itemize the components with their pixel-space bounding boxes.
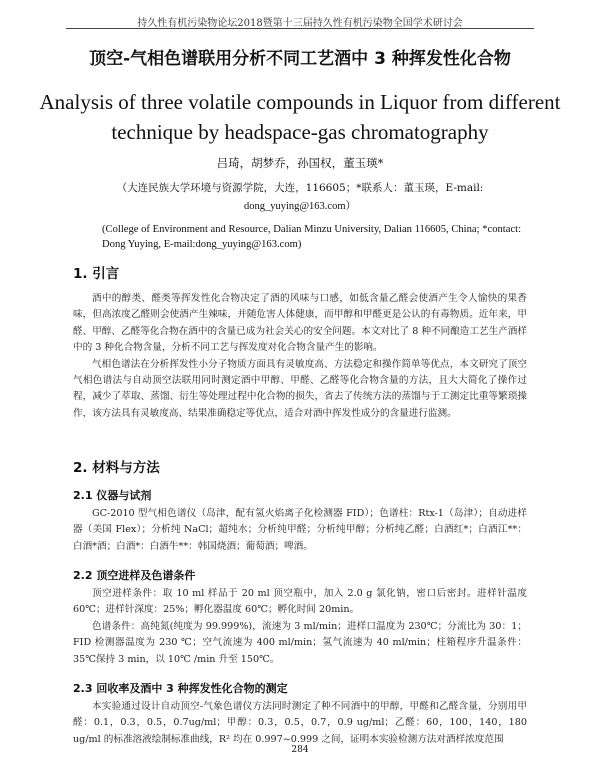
authors: 吕琦，胡梦乔，孙国权，董玉瑛* — [216, 156, 384, 170]
affiliation-chinese: （大连民族大学环境与资源学院，大连，116605；*联系人：董玉瑛，E-mail: — [116, 182, 484, 194]
affiliation-english: (College of Environment and Resource, Dalian Minzu University, Dalian 116605, China; *contact: Dong Yuying, E-mail:dong_yuying@163.com) — [102, 224, 522, 250]
running-header: 持久性有机污染物论坛2018暨第十三届持久性有机污染物全国学术研讨会 — [137, 18, 463, 29]
section-heading-materials-methods: 2. 材料与方法 — [73, 460, 160, 476]
headspace-conditions-body — [73, 586, 527, 668]
introduction-paragraph-2: 气相色谱法在分析挥发性小分子物质方面具有灵敏度高、方法稳定和操作简单等优点，本文研究了顶空气相色谱法与自动顶空法联用同时测定酒中甲醇、甲醛、乙醛等化合物含量的方法，且大大简化了操作过程，减少了萃取、蒸馏、衍生等处理过程中化合物的损失，省去了传统方法的蒸馏与于工测定比重等繁琐操作，该方法具有灵敏度高、结果准确稳定等优点，适合对酒中挥发性成分的含量进行监测。 — [73, 358, 527, 419]
title-chinese: 顶空-气相色谱联用分析不同工艺酒中 3 种挥发性化合物 — [89, 49, 511, 69]
recovery-paragraph: 本实验通过设计自动顶空-气象色谱仪方法同时测定了种不同酒中的甲醇，甲醛和乙醛含量，分别用甲醛：0.1，0.3，0.5，0.7ug/ml；甲醇：0.3，0.5，0.7，0.9 ug/ml；乙醛：60，100，140，180 ug/ml 的标准溶液绘制标准曲线，R² 均在 0.997~0.999 之间，证明本实验检测方法对酒样浓度范围 — [73, 701, 527, 745]
recovery-body — [73, 699, 527, 748]
title-english-line2: technique by headspace-gas chromatography — [111, 120, 489, 144]
page-number: 284 — [291, 745, 309, 755]
introduction-body — [73, 291, 527, 422]
title-english-line1: Analysis of three volatile compounds in Liquor from different — [39, 90, 561, 114]
chromatography-paragraph: 色谱条件：高纯氮(纯度为 99.999%)，流速为 3 ml/min；进样口温度为 230℃；分流比为 30：1；FID 检测器温度为 230 ℃；空气流速为 400 ml/min；氢气流速为 40 ml/min；柱箱程序升温条件：35℃保持 3 min，以 10℃ /min 升至 150℃。 — [73, 620, 527, 665]
header-divider — [66, 28, 534, 29]
section-heading-introduction: 1. 引言 — [73, 266, 120, 282]
instruments-body — [73, 506, 527, 555]
introduction-paragraph-1: 酒中的醇类、醛类等挥发性化合物决定了酒的风味与口感，如低含量乙醛会使酒产生令人愉快的果香味，但高浓度乙醛则会使酒产生辣味，并随危害人体健康，而甲醇和甲醛更是公认的有毒物质。近年来，甲醛、甲醇、乙醛等化合物在酒中的含量已成为社会关心的安全问题。本文对比了 8 种不同酿造工艺生产酒样中的 3 种化合物含量，分析不同工艺与挥发度对化合物含量产生的影响。 — [73, 293, 527, 354]
affiliation-chinese-email: dong_yuying@163.com） — [243, 201, 357, 212]
subsection-heading-instruments: 2.1 仪器与试剂 — [73, 489, 152, 502]
headspace-paragraph: 顶空进样条件：取 10 ml 样品于 20 ml 顶空瓶中，加入 2.0 g 氯化钠，密口后密封。进样针温度 60℃；进样针深度：25%；孵化器温度 60℃；孵化时间 20min。 — [73, 588, 527, 616]
instruments-paragraph: GC-2010 型气相色谱仪（岛津，配有氢火焰离子化检测器 FID）；色谱柱：Rtx-1（岛津）；自动进样器（美国 Flex）；分析纯 NaCl；超纯水；分析纯甲醛；分析纯甲醇；分析纯乙醛；白酒红*；白酒江**：白酒*酒；白酒*：白酒牛**：韩国烧酒；葡萄酒；啤酒。 — [73, 508, 527, 552]
subsection-heading-recovery: 2.3 回收率及酒中 3 种挥发性化合物的测定 — [73, 682, 288, 695]
subsection-heading-headspace-conditions: 2.2 顶空进样及色谱条件 — [73, 569, 196, 582]
